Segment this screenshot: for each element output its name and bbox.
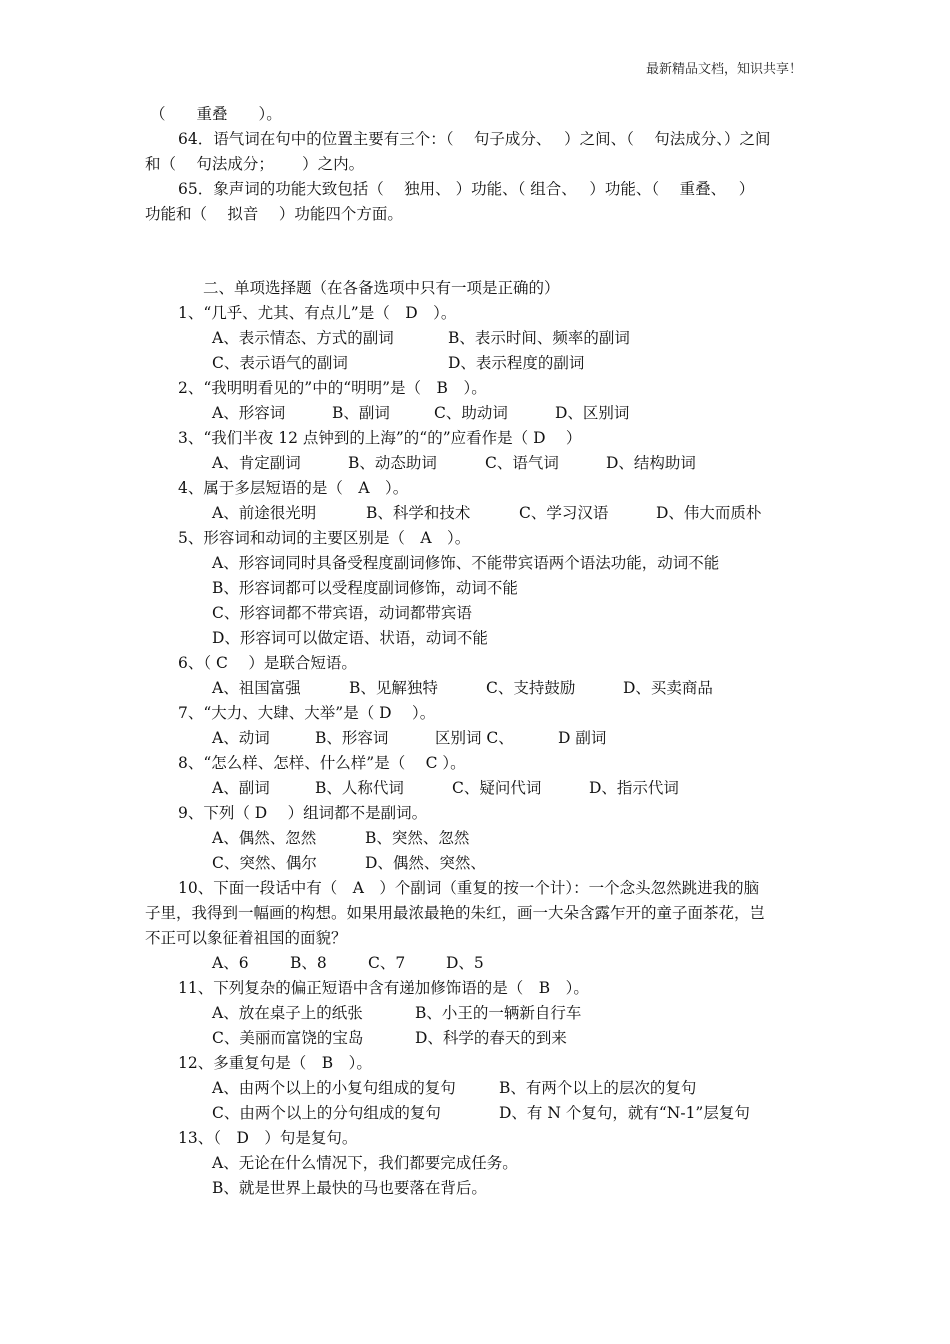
option: B、突然、忽然 bbox=[365, 829, 470, 847]
question-8: 8、“怎么样、怎样、什么样”是（ C ）。 bbox=[178, 754, 466, 772]
option: D、买卖商品 bbox=[623, 679, 713, 697]
section-title: 二、单项选择题（在各备选项中只有一项是正确的） bbox=[203, 279, 560, 297]
option: D、有 N 个复句，就有“N-1”层复句 bbox=[499, 1104, 750, 1122]
option: B、副词 bbox=[332, 404, 390, 422]
option: D、表示程度的副词 bbox=[448, 354, 585, 372]
question-10-cont: 不正可以象征着祖国的面貌？ bbox=[145, 929, 347, 947]
option: A、肯定副词 bbox=[212, 454, 301, 472]
option: C、语气词 bbox=[485, 454, 559, 472]
option: B、8 bbox=[290, 954, 327, 972]
option: C、7 bbox=[368, 954, 406, 972]
question-4: 4、属于多层短语的是（ A ）。 bbox=[178, 479, 409, 497]
option: D、指示代词 bbox=[589, 779, 679, 797]
options-row bbox=[212, 403, 629, 423]
options-row bbox=[212, 853, 486, 873]
option: D、科学的春天的到来 bbox=[415, 1029, 567, 1047]
option: A、祖国富强 bbox=[212, 679, 301, 697]
option: A、动词 bbox=[212, 729, 270, 747]
question-10: 10、下面一段话中有（ A ）个副词（重复的按一个计）：一个念头忽然跳进我的脑 bbox=[178, 879, 760, 897]
option: D、偶然、突然、 bbox=[365, 854, 486, 872]
option: B、形容词都可以受程度副词修饰，动词不能 bbox=[212, 579, 518, 597]
question-12: 12、多重复句是（ B ）。 bbox=[178, 1054, 372, 1072]
options-row bbox=[212, 678, 713, 698]
options-row bbox=[212, 1103, 750, 1123]
options-row bbox=[212, 453, 696, 473]
question-13: 13、（ D ）句是复句。 bbox=[178, 1129, 358, 1147]
question-10-cont: 子里，我得到一幅画的构想。如果用最浓最艳的朱红，画一大朵含露乍开的童子面茶花，岂 bbox=[145, 904, 766, 922]
option: D、5 bbox=[446, 954, 484, 972]
fill-question-64: 64．语气词在句中的位置主要有三个：（ 句子成分、 ）之间、（ 句法成分、）之间 bbox=[178, 130, 771, 148]
question-6: 6、（ C ）是联合短语。 bbox=[178, 654, 357, 672]
option: B、科学和技术 bbox=[366, 504, 471, 522]
option: D、形容词可以做定语、状语，动词不能 bbox=[212, 629, 488, 647]
question-2: 2、“我明明看见的”中的“明明”是（ B ）。 bbox=[178, 379, 487, 397]
option: B、人称代词 bbox=[315, 779, 404, 797]
option: D、结构助词 bbox=[606, 454, 696, 472]
question-7: 7、“大力、大肆、大举”是（ D ）。 bbox=[178, 704, 436, 722]
option: A、形容词 bbox=[212, 404, 286, 422]
options-row bbox=[212, 353, 584, 373]
option: C、疑问代词 bbox=[452, 779, 542, 797]
option: A、前途很光明 bbox=[212, 504, 317, 522]
option: A、6 bbox=[212, 954, 249, 972]
options-row bbox=[212, 728, 606, 748]
question-11: 11、下列复杂的偏正短语中含有递加修饰语的是（ B ）。 bbox=[178, 979, 589, 997]
option: D、伟大而质朴 bbox=[656, 504, 762, 522]
option: C、表示语气的副词 bbox=[212, 354, 348, 372]
question-3: 3、“我们半夜 12 点钟到的上海”的“的”应看作是（ D ） bbox=[178, 429, 582, 447]
option: B、小王的一辆新自行车 bbox=[415, 1004, 582, 1022]
fill-question-65-cont: 功能和（ 拟音 ）功能四个方面。 bbox=[145, 205, 403, 223]
options-row bbox=[212, 953, 484, 973]
option: A、无论在什么情况下，我们都要完成任务。 bbox=[212, 1154, 518, 1172]
options-row bbox=[212, 828, 469, 848]
option: C、支持鼓励 bbox=[486, 679, 576, 697]
options-row bbox=[212, 328, 630, 348]
fill-question-65: 65．象声词的功能大致包括（ 独用、 ）功能、（ 组合、 ）功能、（ 重叠、 ） bbox=[178, 180, 755, 198]
option: A、表示情态、方式的副词 bbox=[212, 329, 394, 347]
fill-line-0: （ 重叠 ）。 bbox=[150, 105, 282, 123]
options-row bbox=[212, 1003, 581, 1023]
option: C、美丽而富饶的宝岛 bbox=[212, 1029, 364, 1047]
option: C、形容词都不带宾语，动词都带宾语 bbox=[212, 604, 472, 622]
option: D、区别词 bbox=[555, 404, 630, 422]
option: A、由两个以上的小复句组成的复句 bbox=[212, 1079, 456, 1097]
option: D 副词 bbox=[558, 729, 607, 747]
option: B、动态助词 bbox=[348, 454, 437, 472]
fill-question-64-cont: 和（ 句法成分； ）之内。 bbox=[145, 155, 365, 173]
options-row bbox=[212, 778, 679, 798]
option: B、就是世界上最快的马也要落在背后。 bbox=[212, 1179, 487, 1197]
question-5: 5、形容词和动词的主要区别是（ A ）。 bbox=[178, 529, 471, 547]
options-row bbox=[212, 1078, 696, 1098]
option: B、形容词 bbox=[315, 729, 389, 747]
option: B、见解独特 bbox=[349, 679, 438, 697]
option: 区别词 C、 bbox=[435, 729, 514, 747]
option: C、由两个以上的分句组成的复句 bbox=[212, 1104, 441, 1122]
options-row bbox=[212, 1028, 567, 1048]
option: A、放在桌子上的纸张 bbox=[212, 1004, 363, 1022]
option: C、助动词 bbox=[434, 404, 508, 422]
option: C、学习汉语 bbox=[519, 504, 609, 522]
page-header: 最新精品文档，知识共享！ bbox=[645, 62, 802, 77]
option: B、表示时间、频率的副词 bbox=[448, 329, 630, 347]
option: C、突然、偶尔 bbox=[212, 854, 317, 872]
question-1: 1、“几乎、尤其、有点儿”是（ D ）。 bbox=[178, 304, 457, 322]
question-9: 9、下列（ D ）组词都不是副词。 bbox=[178, 804, 428, 822]
option: B、有两个以上的层次的复句 bbox=[499, 1079, 697, 1097]
option: A、形容词同时具备受程度副词修饰、不能带宾语两个语法功能，动词不能 bbox=[212, 554, 720, 572]
option: A、副词 bbox=[212, 779, 270, 797]
option: A、偶然、忽然 bbox=[212, 829, 317, 847]
options-row bbox=[212, 503, 761, 523]
